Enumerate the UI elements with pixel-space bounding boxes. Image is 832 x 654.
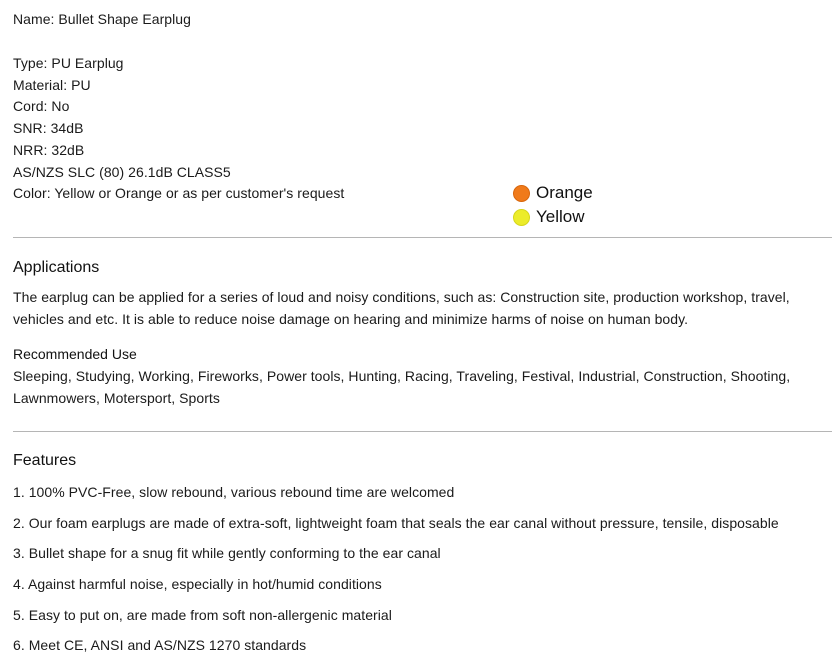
feature-item: 5. Easy to put on, are made from soft non-allergenic material	[13, 607, 392, 623]
spec-type: Type: PU Earplug	[13, 55, 124, 71]
feature-item: 4. Against harmful noise, especially in hot/humid conditions	[13, 576, 382, 592]
feature-item: 6. Meet CE, ANSI and AS/NZS 1270 standards	[13, 637, 307, 653]
feature-item: 2. Our foam earplugs are made of extra-soft, lightweight foam that seals the ear canal without pressure, tensile, disposable	[13, 515, 779, 531]
color-option-label: Orange	[536, 183, 593, 202]
recommended-use-text: Sleeping, Studying, Working, Fireworks, Power tools, Hunting, Racing, Traveling, Festival, Industrial, Construction, Shooting, Lawnmowers, Motersport, Sports	[13, 368, 791, 406]
applications-heading: Applications	[13, 259, 100, 276]
section-divider	[13, 431, 832, 432]
spec-slc: AS/NZS SLC (80) 26.1dB CLASS5	[13, 164, 231, 180]
spec-cord: Cord: No	[13, 98, 70, 114]
recommended-use-heading: Recommended Use	[13, 346, 137, 362]
spec-snr: SNR: 34dB	[13, 120, 84, 136]
orange-swatch-icon	[513, 185, 530, 202]
spec-nrr: NRR: 32dB	[13, 142, 85, 158]
feature-item: 3. Bullet shape for a snug fit while gently conforming to the ear canal	[13, 545, 441, 561]
color-option-label: Yellow	[536, 207, 585, 226]
applications-text: The earplug can be applied for a series of loud and noisy conditions, such as: Construction site, production workshop, travel, vehicles and etc. It is able to reduce noise damage on hearing and minimize harms of noise on human body.	[13, 289, 790, 327]
feature-item: 1. 100% PVC-Free, slow rebound, various rebound time are welcomed	[13, 484, 455, 500]
spec-color: Color: Yellow or Orange or as per customer's request	[13, 185, 345, 201]
spec-material: Material: PU	[13, 77, 91, 93]
features-heading: Features	[13, 452, 77, 469]
yellow-swatch-icon	[513, 209, 530, 226]
section-divider	[13, 237, 832, 238]
spec-name: Name: Bullet Shape Earplug	[13, 11, 191, 27]
color-option-yellow	[513, 206, 585, 228]
color-option-orange	[513, 182, 593, 204]
